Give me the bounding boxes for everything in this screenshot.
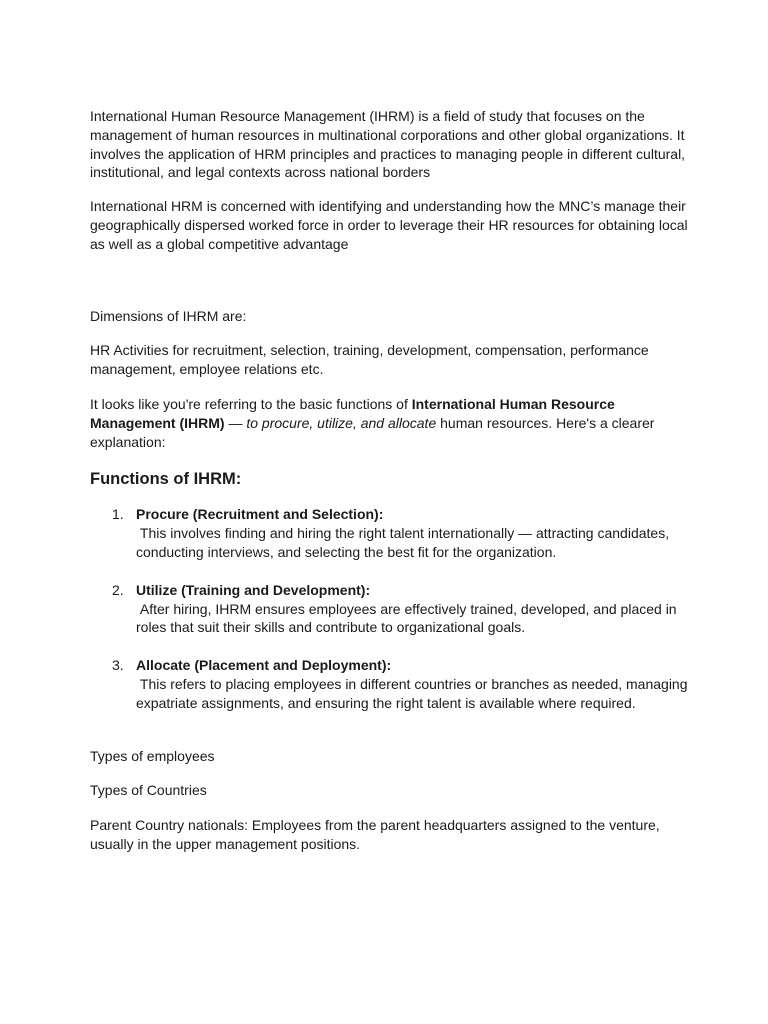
functions-list <box>90 505 690 712</box>
list-item-description: This refers to placing employees in different countries or branches as needed, managing expatriate assignments, and ensuring the right talent is available where required. <box>136 675 688 711</box>
list-item-title: Allocate (Placement and Deployment): <box>136 657 392 674</box>
list-item-number: 1. <box>112 506 124 523</box>
intro-paragraph: International Human Resource Management (IHRM) is a field of study that focuses on the management of human resources in multinational corporations and other global organizations. It involves the application of HRM principles and practices to managing people in different cultural, institutional, and legal contexts across national borders <box>90 108 686 181</box>
list-item-number: 2. <box>112 581 124 598</box>
ihrm-concern-paragraph: International HRM is concerned with identifying and understanding how the MNC’s manage their geographically dispersed worked force in order to leverage their HR resources for obtaining local as well as a global competitive advantage <box>90 198 688 252</box>
list-item-title: Procure (Recruitment and Selection): <box>136 506 384 523</box>
types-of-countries: Types of Countries <box>90 782 207 799</box>
functions-intro-dash: — <box>224 414 247 431</box>
functions-intro-tail: human resources. Here's a clearer explanation: <box>90 414 655 450</box>
functions-intro-bold: International Human Resource Management (IHRM) <box>90 395 615 431</box>
after-list-section <box>90 747 690 854</box>
list-item-title: Utilize (Training and Development): <box>136 581 371 598</box>
list-item <box>90 656 690 712</box>
list-item-description: This involves finding and hiring the right talent internationally — attracting candidates, conducting interviews, and selecting the best fit for the organization. <box>136 525 670 560</box>
functions-heading: Functions of IHRM: <box>90 470 242 489</box>
parent-country-nationals-paragraph: Parent Country nationals: Employees from the parent headquarters assigned to the venture, usually in the upper management positions. <box>90 817 660 852</box>
document-page <box>90 107 690 854</box>
functions-intro-italic: to procure, utilize, and allocate <box>246 414 437 431</box>
list-item-number: 3. <box>112 657 124 674</box>
list-item-description: After hiring, IHRM ensures employees are effectively trained, developed, and placed in roles that suit their skills and contribute to organizational goals. <box>136 600 677 636</box>
functions-intro-paragraph <box>90 395 690 451</box>
functions-intro-lead: It looks like you're referring to the basic functions of <box>90 395 412 412</box>
types-of-employees: Types of employees <box>90 747 215 764</box>
list-item <box>90 505 690 561</box>
dimensions-label: Dimensions of IHRM are: <box>90 307 247 324</box>
hr-activities-paragraph: HR Activities for recruitment, selection, training, development, compensation, performance management, employee relations etc. <box>90 342 649 378</box>
list-item <box>90 581 690 637</box>
